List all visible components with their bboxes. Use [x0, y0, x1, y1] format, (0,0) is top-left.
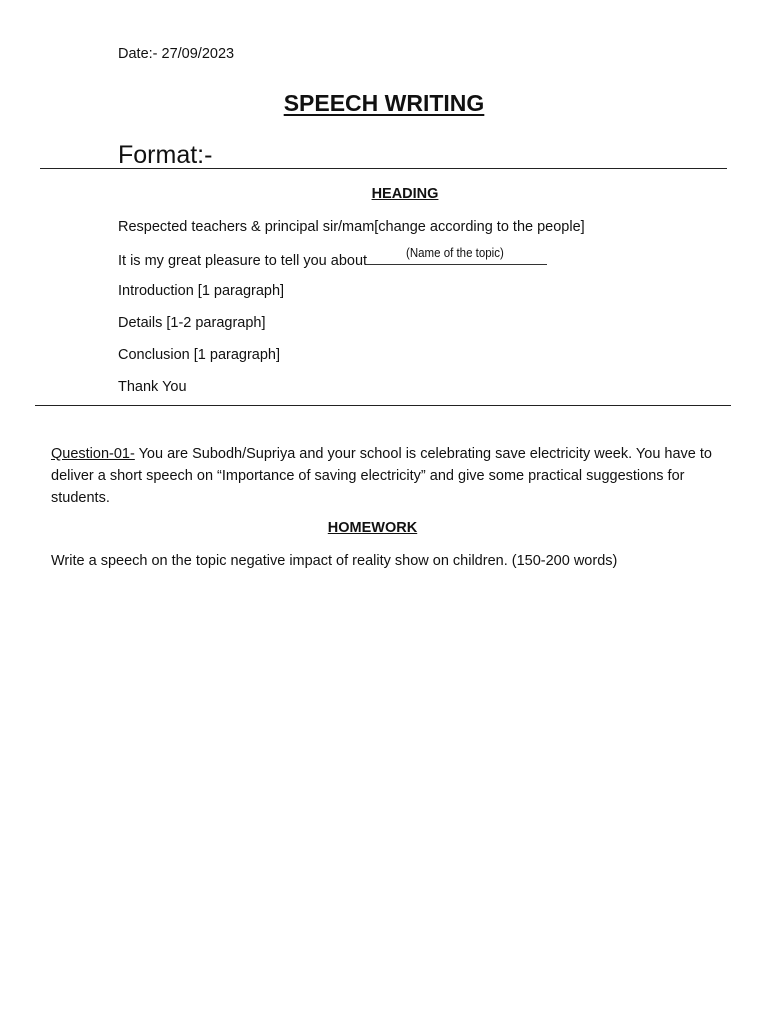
format-label: Format:- — [118, 141, 213, 169]
question-text: You are Subodh/Supriya and your school is celebrating save electricity week. You have to deliver a short speech on “Importance of saving electricity” and give some practical suggestions for students. — [51, 446, 712, 506]
heading-label: HEADING — [371, 186, 439, 202]
format-line-details: Details [1-2 paragraph] — [118, 315, 266, 331]
format-line-topic-text: It is my great pleasure to tell you about — [118, 253, 368, 269]
question-paragraph — [51, 443, 731, 509]
date-line: Date:- 27/09/2023 — [118, 46, 235, 62]
bottom-divider — [35, 405, 731, 406]
question-label: Question-01- — [51, 446, 135, 462]
homework-text: Write a speech on the topic negative impact of reality show on children. (150-200 words) — [51, 553, 618, 569]
format-line-introduction: Introduction [1 paragraph] — [118, 283, 285, 299]
top-divider — [40, 168, 727, 169]
topic-placeholder-note: (Name of the topic) — [406, 246, 504, 260]
format-line-greeting: Respected teachers & principal sir/mam[change according to the people] — [118, 219, 585, 235]
homework-heading: HOMEWORK — [327, 520, 418, 536]
format-line-conclusion: Conclusion [1 paragraph] — [118, 347, 281, 363]
format-line-thank-you: Thank You — [118, 379, 187, 395]
page-title: SPEECH WRITING — [283, 90, 485, 116]
